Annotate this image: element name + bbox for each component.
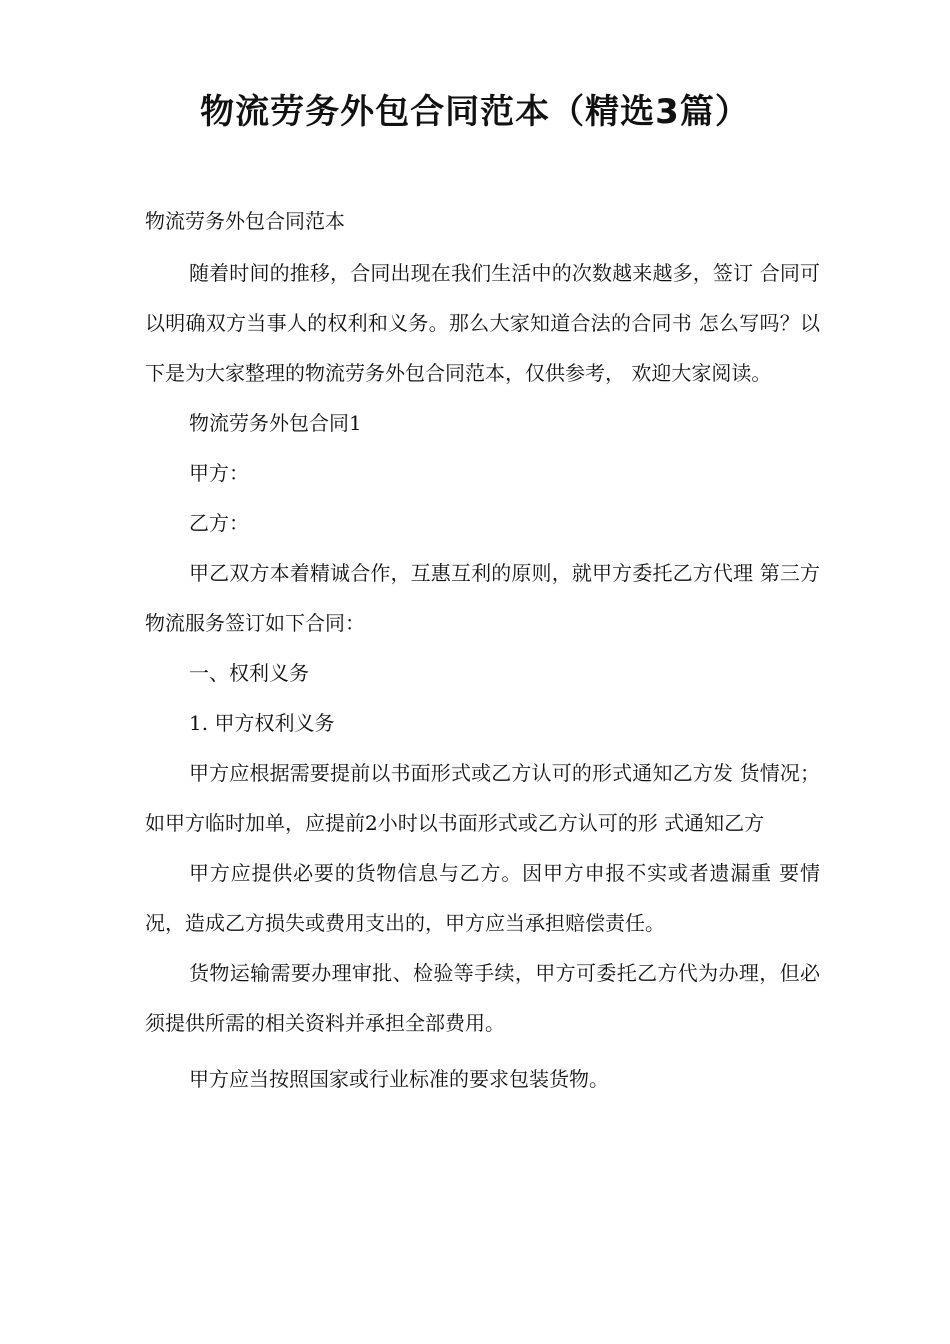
section-heading: 物流劳务外包合同范本 <box>145 209 345 233</box>
document-body <box>145 196 820 1104</box>
subclause-heading: 1. 甲方权利义务 <box>189 711 335 735</box>
contract-preamble: 甲乙双方本着精诚合作，互惠互利的原则，就甲方委托乙方代理 第三方物流服务签订如下合同： <box>145 561 820 635</box>
clause-paragraph: 甲方应根据需要提前以书面形式或乙方认可的形式通知乙方发 货情况；如甲方临时加单，应提前2小时以书面形式或乙方认可的形 式通知乙方 <box>145 761 820 835</box>
document-title: 物流劳务外包合同范本（精选3篇） <box>200 92 750 132</box>
clause-paragraph: 甲方应当按照国家或行业标准的要求包装货物。 <box>189 1067 609 1091</box>
clause-paragraph: 甲方应提供必要的货物信息与乙方。因甲方申报不实或者遗漏重 要情况，造成乙方损失或费用支出的，甲方应当承担赔偿责任。 <box>145 861 820 935</box>
party-b-line: 乙方： <box>189 511 249 535</box>
intro-paragraph: 随着时间的推移，合同出现在我们生活中的次数越来越多，签订 合同可以明确双方当事人的权利和义务。那么大家知道合法的合同书 怎么写吗？以下是为大家整理的物流劳务外包合同范本，仅供参考， 欢迎大家阅读。 <box>145 261 820 385</box>
clause-heading: 一、权利义务 <box>189 661 309 685</box>
party-a-line: 甲方： <box>189 461 249 485</box>
clause-paragraph: 货物运输需要办理审批、检验等手续，甲方可委托乙方代为办理，但必须提供所需的相关资料并承担全部费用。 <box>145 961 820 1035</box>
contract-heading: 物流劳务外包合同1 <box>189 411 362 435</box>
